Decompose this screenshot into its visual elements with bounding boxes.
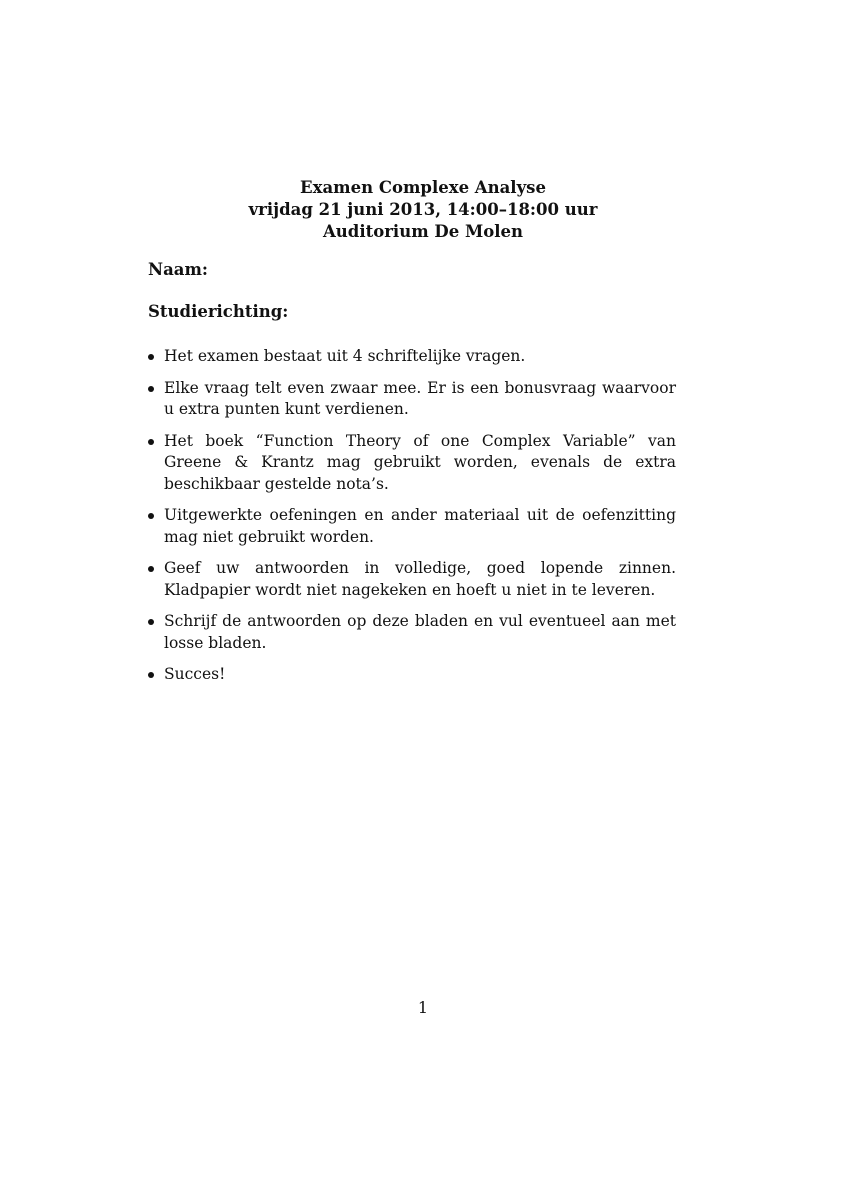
bullet-icon (148, 672, 154, 678)
list-item (148, 378, 676, 421)
bullet-icon (148, 513, 154, 519)
rule-text: Het boek “Function Theory of one Complex Variable” van Greene & Krantz mag gebruikt worden, evenals de extra beschikbaar gestelde nota’s. (164, 431, 676, 493)
exam-location: Auditorium De Molen (323, 222, 523, 241)
bullet-icon (148, 439, 154, 445)
exam-title: Examen Complexe Analyse (300, 178, 546, 197)
bullet-icon (148, 566, 154, 572)
rule-text: Succes! (164, 665, 226, 683)
bullet-icon (148, 386, 154, 392)
bullet-icon (148, 619, 154, 625)
exam-header (0, 177, 846, 243)
list-item (148, 558, 676, 601)
list-item (148, 431, 676, 496)
bullet-icon (148, 354, 154, 360)
rule-text: Geef uw antwoorden in volledige, goed lopende zinnen. Kladpapier wordt niet nagekeken en hoeft u niet in te leveren. (164, 559, 676, 599)
rule-text: Het examen bestaat uit 4 schriftelijke vragen. (164, 347, 526, 365)
exam-date-time: vrijdag 21 juni 2013, 14:00–18:00 uur (248, 200, 598, 219)
name-label: Naam: (148, 260, 209, 279)
rule-text: Uitgewerkte oefeningen en ander materiaal uit de oefenzitting mag niet gebruikt worden. (164, 506, 676, 546)
page-number: 1 (417, 998, 429, 1017)
rules-list (148, 346, 676, 696)
list-item (148, 611, 676, 654)
list-item (148, 346, 676, 368)
list-item (148, 664, 676, 686)
rule-text: Elke vraag telt even zwaar mee. Er is een bonusvraag waarvoor u extra punten kunt verdienen. (164, 378, 676, 418)
list-item (148, 505, 676, 548)
rule-text: Schrijf de antwoorden op deze bladen en vul eventueel aan met losse bladen. (164, 612, 676, 652)
program-label: Studierichting: (148, 302, 289, 321)
